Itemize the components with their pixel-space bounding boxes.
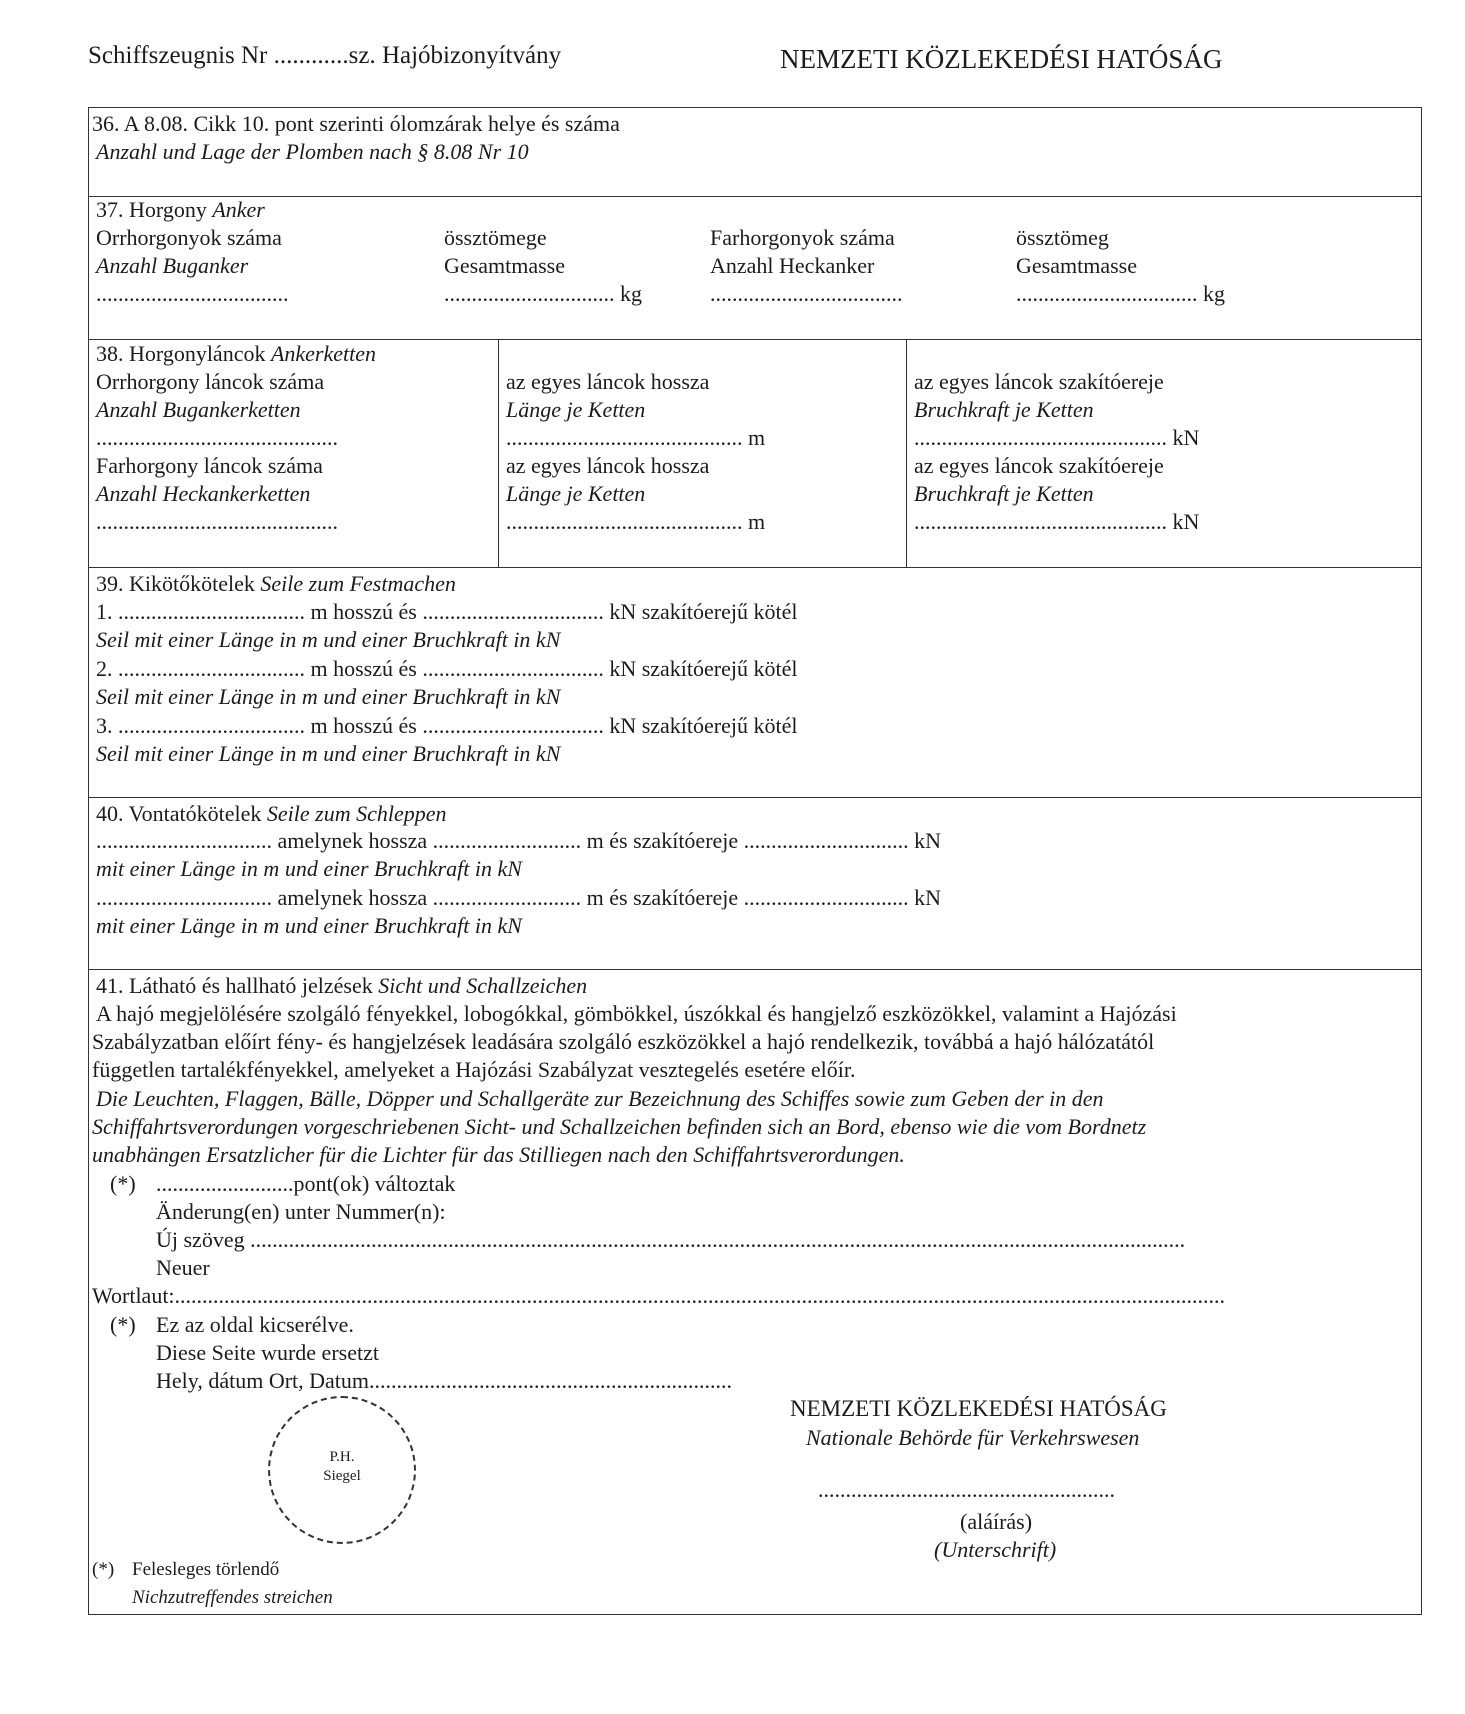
s41-neuer-label: Neuer [156,1255,210,1280]
s37-bow-count-label-de: Anzahl Buganker [96,253,249,278]
s39-rope-3-de: Seil mit einer Länge in m und einer Bruchkraft in kN [96,741,561,766]
divider-38-col2 [906,339,907,567]
s40-title [96,800,447,828]
s39-rope-2-field[interactable]: 2. .................................. m hosszú és ................................. kN szakítóerejű kötél [96,656,798,681]
footnote-text: Felesleges törlendő [132,1559,280,1580]
s37-stern-mass-label: össztömeg [1016,225,1109,250]
s41-title-hu: 41. Látható és hallható jelzések [96,973,373,998]
stamp-line-2: Siegel [323,1468,361,1484]
s41-body-hu-3: független tartalékfényekkel, amelyeket a Hajózási Szabályzat vesztegelés esetére előír. [92,1057,856,1082]
header-form-number: Schiffszeugnis Nr ............sz. Hajóbizonyítvány [88,42,562,69]
s38-bow-chains-field[interactable]: ............................................ [96,425,338,450]
s38-force-2-label-de: Bruchkraft je Ketten [914,481,1094,506]
s37-stern-count-label: Farhorgonyok száma [710,225,895,250]
s37-bow-mass-label: össztömege [444,225,547,250]
s37-stern-count-field[interactable]: ................................... [710,281,903,306]
s38-title-hu: 38. Horgonyláncok [96,341,266,366]
s41-place-date-field[interactable]: Hely, dátum Ort, Datum.................................................................. [156,1368,733,1393]
s38-length-2-label: az egyes láncok hossza [506,453,710,478]
s38-force-2-field[interactable]: .............................................. kN [914,509,1200,534]
s37-title [96,196,265,224]
s37-bow-count-label: Orrhorgonyok száma [96,225,282,250]
s37-title-hu: 37. Horgony [96,197,207,222]
header-authority: NEMZETI KÖZLEKEDÉSI HATÓSÁG [780,44,1223,74]
s37-stern-count-label-de: Anzahl Heckanker [710,253,875,278]
s41-signature-label: (aláírás) [960,1509,1033,1534]
s41-body-hu-2: Szabályzatban előírt fény- és hangjelzések leadására szolgáló eszközökkel a hajó rendelkezik, továbbá a hajó hálózatától [92,1029,1155,1054]
s41-signature-field[interactable]: ...................................................... [818,1477,1115,1502]
divider-40-41 [88,969,1422,970]
s38-stern-chains-field[interactable]: ............................................ [96,509,338,534]
s38-title [96,340,376,368]
divider-38-39 [88,567,1422,568]
s38-bow-chains-label: Orrhorgony láncok száma [96,369,325,394]
s41-change-mark: (*) [110,1171,136,1196]
s41-body-de-3: unabhängen Ersatzlicher für die Lichter für das Stilliegen nach den Schiffahrtsverordungen. [92,1142,905,1167]
s41-change-de: Änderung(en) unter Nummer(n): [156,1199,446,1224]
s41-title [96,972,587,1000]
s41-wortlaut-field[interactable]: Wortlaut:............................................................................................................................................................................................... [92,1283,1226,1308]
s41-body-de-2: Schiffahrtsverordungen vorgeschriebenen Sicht- und Schallzeichen befinden sich an Bord, ebenso wie die vom Bordnetz [92,1114,1147,1139]
s41-body-hu-1: A hajó megjelölésére szolgáló fényekkel, lobogókkal, gömbökkel, úszókkal és hangjelző eszközökkel, valamint a Hajózási [96,1001,1177,1026]
s38-bow-chains-label-de: Anzahl Bugankerketten [96,397,301,422]
stamp-line-1: P.H. [329,1449,355,1465]
s38-force-1-label: az egyes láncok szakítóereje [914,369,1164,394]
s38-stern-chains-label-de: Anzahl Heckankerketten [96,481,311,506]
stamp-text [268,1448,416,1486]
divider-36-37 [88,196,1422,197]
s41-replaced-mark: (*) [110,1312,136,1337]
footnote-mark: (*) [92,1559,115,1580]
s38-length-2-field[interactable]: ........................................... m [506,509,766,534]
s39-rope-3-field[interactable]: 3. .................................. m hosszú és ................................. kN szakítóerejű kötél [96,713,798,738]
s38-force-1-label-de: Bruchkraft je Ketten [914,397,1094,422]
s41-title-de: Sicht und Schallzeichen [378,973,588,998]
s39-rope-1-field[interactable]: 1. .................................. m hosszú és ................................. kN szakítóerejű kötél [96,599,798,624]
s38-stern-chains-label: Farhorgony láncok száma [96,453,323,478]
s36-title: 36. A 8.08. Cikk 10. pont szerinti ólomzárak helye és száma [92,111,620,136]
s38-length-1-label-de: Länge je Ketten [506,397,646,422]
s37-bow-count-field[interactable]: ................................... [96,281,289,306]
s41-body-de-1: Die Leuchten, Flaggen, Bälle, Döpper und Schallgeräte zur Bezeichnung des Schiffes sowie zum Geben der in den [96,1086,1104,1111]
s40-tow-1-field[interactable]: ................................ amelynek hossza ........................... m és szakítóereje .............................. kN [96,828,942,853]
s40-title-hu: 40. Vontatókötelek [96,801,262,826]
s36-title-de: Anzahl und Lage der Plomben nach § 8.08 Nr 10 [96,139,529,164]
s40-tow-2-field[interactable]: ................................ amelynek hossza ........................... m és szakítóereje .............................. kN [96,885,942,910]
s38-force-2-label: az egyes láncok szakítóereje [914,453,1164,478]
divider-38-col1 [498,339,499,567]
s39-title-de: Seile zum Festmachen [260,571,456,596]
s38-length-1-field[interactable]: ........................................... m [506,425,766,450]
s37-stern-mass-label-de: Gesamtmasse [1016,253,1137,278]
s37-stern-mass-field[interactable]: ................................. kg [1016,281,1225,306]
s38-length-1-label: az egyes láncok hossza [506,369,710,394]
s39-title [96,570,456,598]
s37-bow-mass-field[interactable]: ............................... kg [444,281,642,306]
s41-authority-de: Nationale Behörde für Verkehrswesen [806,1425,1140,1450]
s39-rope-2-de: Seil mit einer Länge in m und einer Bruchkraft in kN [96,684,561,709]
s41-signature-label-de: (Unterschrift) [934,1537,1057,1562]
divider-39-40 [88,797,1422,798]
s39-title-hu: 39. Kikötőkötelek [96,571,255,596]
s41-replaced-de: Diese Seite wurde ersetzt [156,1340,379,1365]
s41-change-field[interactable]: .........................pont(ok) változtak [156,1171,456,1196]
s41-authority: NEMZETI KÖZLEKEDÉSI HATÓSÁG [790,1396,1167,1421]
s38-force-1-field[interactable]: .............................................. kN [914,425,1200,450]
s41-replaced-label: Ez az oldal kicserélve. [156,1312,354,1337]
s40-title-de: Seile zum Schleppen [266,801,447,826]
s37-title-de: Anker [212,197,265,222]
s38-length-2-label-de: Länge je Ketten [506,481,646,506]
s40-tow-2-de: mit einer Länge in m und einer Bruchkraft in kN [96,913,522,938]
s40-tow-1-de: mit einer Länge in m und einer Bruchkraft in kN [96,856,522,881]
s38-title-de: Ankerketten [270,341,377,366]
s37-bow-mass-label-de: Gesamtmasse [444,253,565,278]
s41-new-text-field[interactable]: Új szöveg .......................................................................................................................................................................... [156,1227,1186,1252]
s39-rope-1-de: Seil mit einer Länge in m und einer Bruchkraft in kN [96,627,561,652]
footnote-text-de: Nichzutreffendes streichen [132,1587,333,1608]
